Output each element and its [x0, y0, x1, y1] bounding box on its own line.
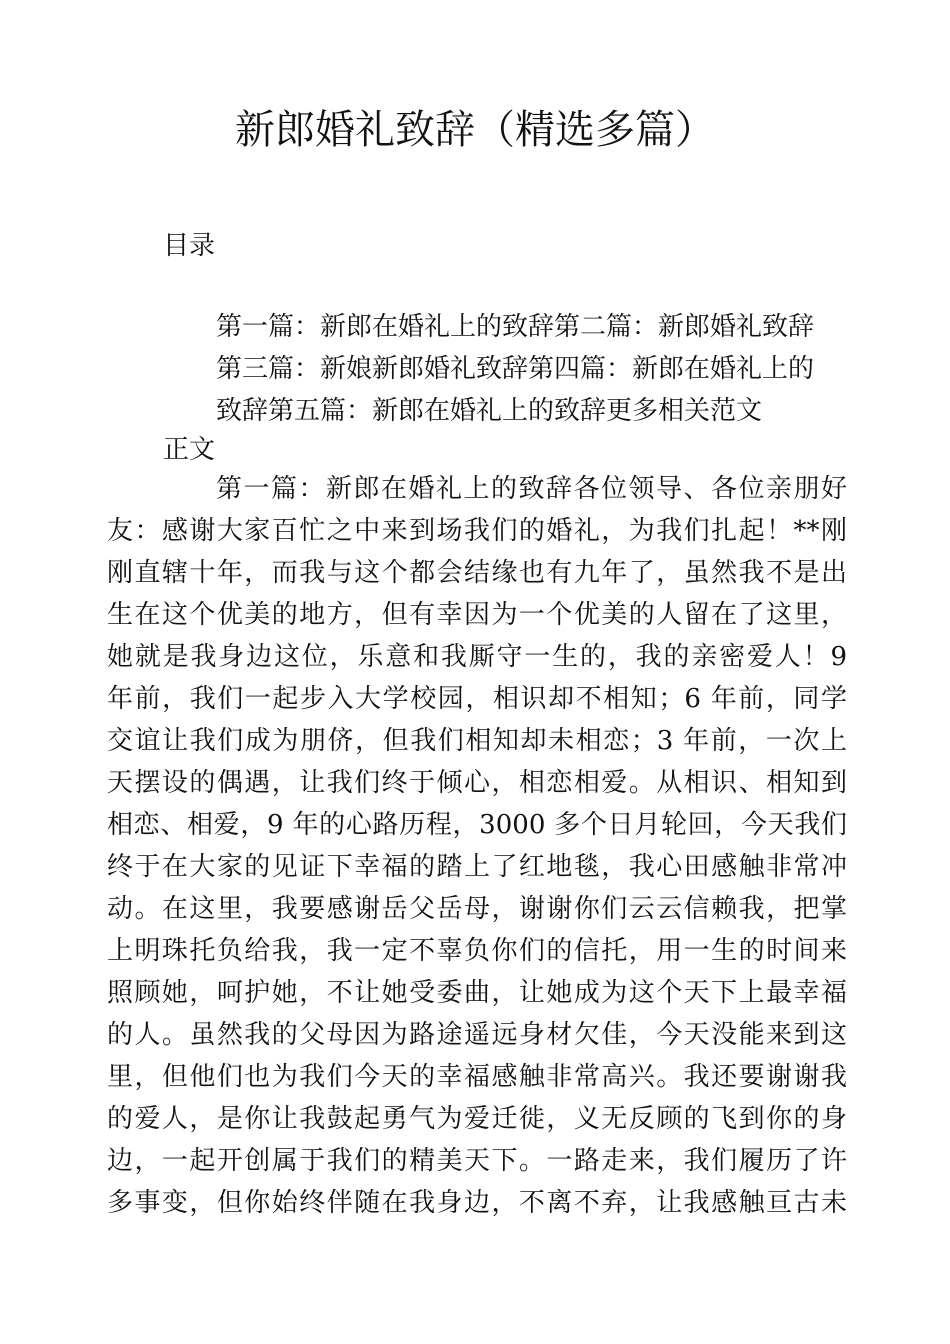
toc-heading: 目录 [163, 231, 216, 261]
table-of-contents [216, 306, 846, 432]
body-line: 天摆设的偶遇，让我们终于倾心，相恋相爱。从相识、相知到 [107, 768, 847, 798]
body-line: 年前，我们一起步入大学校园，相识却不相知；6 年前，同学 [107, 684, 847, 714]
body-line: 的爱人，是你让我鼓起勇气为爱迁徙，义无反顾的飞到你的身 [107, 1104, 847, 1134]
body-line: 边，一起开创属于我们的精美天下。一路走来，我们履历了许 [107, 1146, 847, 1176]
body-line: 的人。虽然我的父母因为路途遥远身材欠佳，今天没能来到这 [107, 1020, 847, 1050]
body-line: 里，但他们也为我们今天的幸福感触非常高兴。我还要谢谢我 [107, 1062, 847, 1092]
body-line: 第一篇：新郎在婚礼上的致辞各位领导、各位亲朋好 [216, 474, 847, 504]
document-title: 新郎婚礼致辞（精选多篇） [235, 107, 715, 153]
body-line: 生在这个优美的地方，但有幸因为一个优美的人留在了这里， [107, 600, 847, 630]
body-line: 上明珠托负给我，我一定不辜负你们的信托，用一生的时间来 [107, 936, 847, 966]
body-line: 她就是我身边这位，乐意和我厮守一生的，我的亲密爱人！9 [107, 642, 847, 672]
body-line: 友：感谢大家百忙之中来到场我们的婚礼，为我们扎起！**刚 [107, 516, 847, 546]
body-line: 交谊让我们成为朋侪，但我们相知却未相恋；3 年前，一次上 [107, 726, 847, 756]
toc-line: 致辞第五篇：新郎在婚礼上的致辞更多相关范文 [216, 396, 763, 426]
toc-line: 第一篇：新郎在婚礼上的致辞第二篇：新郎婚礼致辞 [216, 312, 815, 342]
body-heading: 正文 [163, 435, 216, 465]
body-line: 照顾她，呵护她，不让她受委曲，让她成为这个天下上最幸福 [107, 978, 847, 1008]
body-line: 多事变，但你始终伴随在我身边，不离不弃，让我感触亘古未 [107, 1188, 847, 1218]
body-paragraph [107, 468, 847, 1224]
body-line: 刚直辖十年，而我与这个都会结缘也有九年了，虽然我不是出 [107, 558, 847, 588]
body-line: 动。在这里，我要感谢岳父岳母，谢谢你们云云信赖我，把掌 [107, 894, 847, 924]
body-line: 相恋、相爱，9 年的心路历程，3000 多个日月轮回，今天我们 [107, 810, 847, 840]
toc-line: 第三篇：新娘新郎婚礼致辞第四篇：新郎在婚礼上的 [216, 354, 815, 384]
body-line: 终于在大家的见证下幸福的踏上了红地毯，我心田感触非常冲 [107, 852, 847, 882]
